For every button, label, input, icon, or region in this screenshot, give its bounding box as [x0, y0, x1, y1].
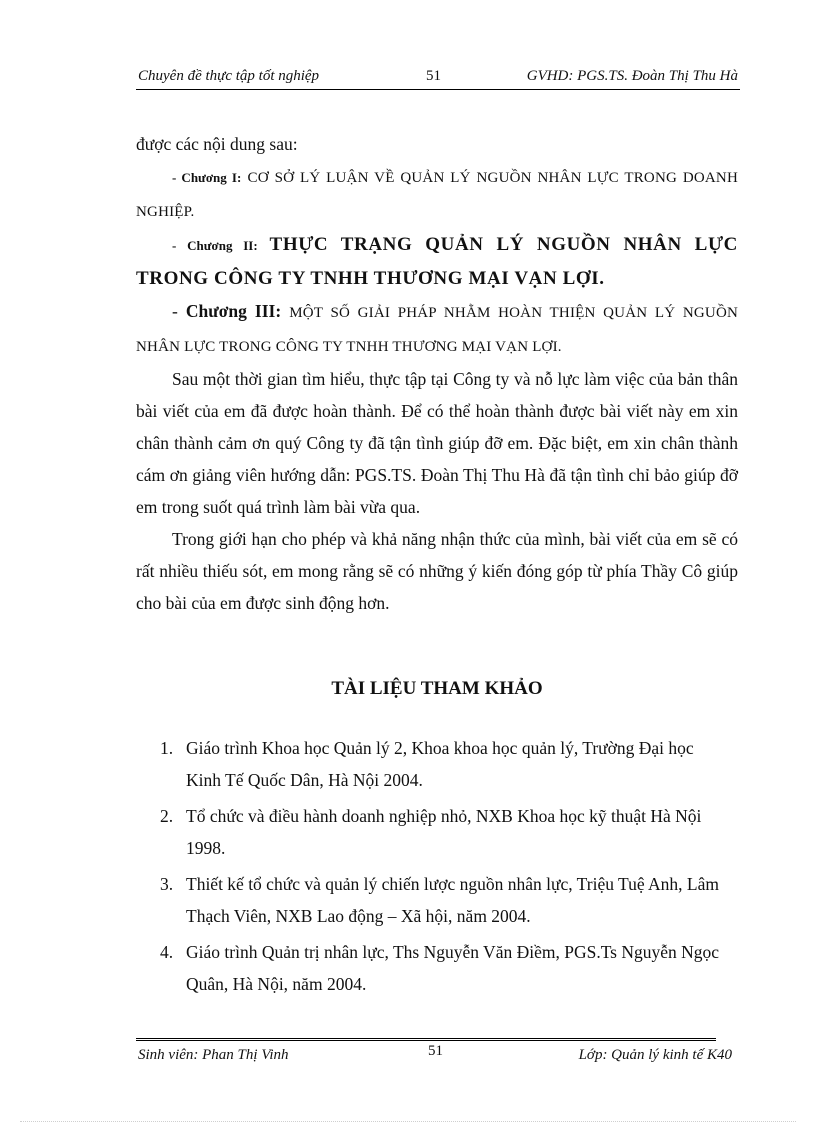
footer-student: Sinh viên: Phan Thị Vinh	[138, 1047, 289, 1063]
page-edge-divider	[20, 1121, 796, 1122]
reference-text: Giáo trình Quản trị nhân lực, Ths Nguyễn Văn Điềm, PGS.Ts Nguyễn Ngọc Quân, Hà Nội, năm 2004.	[186, 942, 720, 994]
closing-paragraph: Trong giới hạn cho phép và khả năng nhận thức của mình, bài viết của em sẽ có rất nhiều thiếu sót, em mong rằng sẽ có những ý kiến đóng góp từ phía Thầy Cô giúp cho bài của em được sinh động hơn.	[136, 529, 738, 613]
footer-class: Lớp: Quản lý kinh tế K40	[578, 1047, 732, 1063]
references-list	[160, 732, 730, 1004]
reference-item	[160, 800, 730, 864]
reference-number: 4.	[160, 942, 174, 962]
reference-text: Tổ chức và điều hành doanh nghiệp nhỏ, NXB Khoa học kỹ thuật Hà Nội 1998.	[186, 806, 702, 858]
header-page-number: 51	[426, 68, 441, 84]
chapter-2-title: THỰC TRẠNG QUẢN LÝ NGUỒN NHÂN LỰC TRONG CÔNG TY TNHH THƯƠNG MẠI VẠN LỢI.	[136, 234, 739, 289]
chapter-1-title: CƠ SỞ LÝ LUẬN VỀ QUẢN LÝ NGUỒN NHÂN LỰC TRONG DOANH NGHIỆP.	[136, 170, 738, 220]
reference-text: Giáo trình Khoa học Quản lý 2, Khoa khoa học quản lý, Trường Đại học Kinh Tế Quốc Dân, Hà Nội 2004.	[186, 738, 694, 790]
chapter-3-title: MỘT SỐ GIẢI PHÁP NHẰM HOÀN THIỆN QUẢN LÝ NGUỒN NHÂN LỰC TRONG CÔNG TY TNHH THƯƠNG MẠI VẠN LỢI.	[136, 305, 739, 355]
intro-line: được các nội dung sau:	[136, 134, 298, 154]
reference-number: 2.	[160, 806, 174, 826]
reference-item	[160, 868, 730, 932]
reference-item	[160, 732, 730, 796]
header-supervisor: GVHD: PGS.TS. Đoàn Thị Thu Hà	[526, 68, 738, 84]
page-footer	[136, 1038, 732, 1066]
chapter-1-item	[136, 160, 738, 228]
page-header	[136, 66, 740, 90]
chapter-2-item	[136, 228, 738, 295]
chapter-3-item	[136, 295, 738, 363]
reference-item	[160, 936, 730, 1000]
chapter-3-label: Chương III:	[185, 301, 282, 321]
references-heading: TÀI LIỆU THAM KHẢO	[331, 678, 543, 699]
footer-page-number: 51	[428, 1043, 443, 1059]
chapter-2-label: - Chương II:	[172, 238, 258, 253]
acknowledgement-paragraph: Sau một thời gian tìm hiểu, thực tập tại Công ty và nỗ lực làm việc của bản thân bài viết của em đã được hoàn thành. Để có thể hoàn thành được bài viết này em xin chân thành cảm ơn quý Công ty đã tận tình giúp đỡ em. Đặc biệt, em xin chân thành cám ơn giảng viên hướng dẫn: PGS.TS. Đoàn Thị Thu Hà đã tận tình chỉ bảo giúp đỡ em trong suốt quá trình làm bài vừa qua.	[136, 369, 738, 517]
reference-number: 1.	[160, 738, 174, 758]
header-report-title: Chuyên đề thực tập tốt nghiệp	[138, 68, 320, 84]
chapter-1-label: - Chương I:	[172, 170, 242, 185]
reference-number: 3.	[160, 874, 174, 894]
chapter-3-dash: -	[172, 301, 178, 321]
document-body	[136, 128, 738, 619]
reference-text: Thiết kế tổ chức và quản lý chiến lược nguồn nhân lực, Triệu Tuệ Anh, Lâm Thạch Viên, NXB Lao động – Xã hội, năm 2004.	[186, 874, 719, 926]
